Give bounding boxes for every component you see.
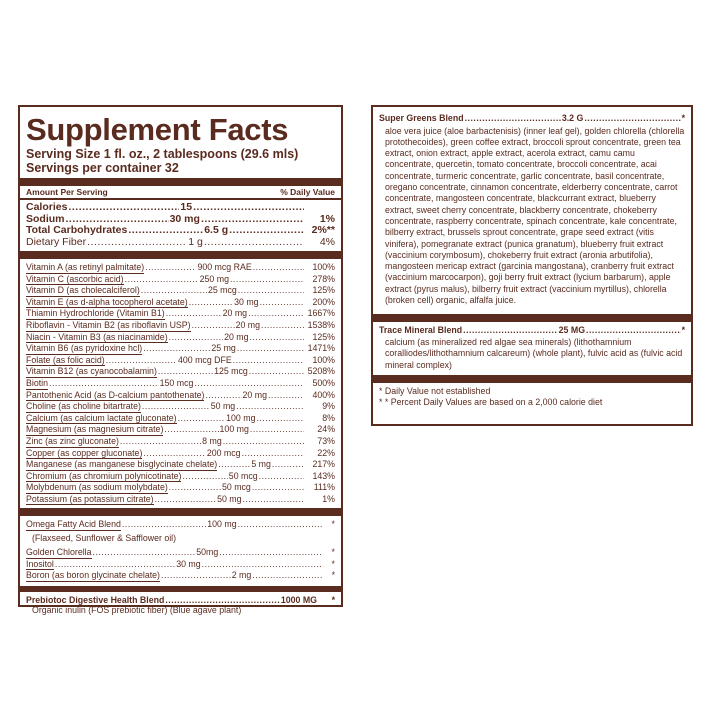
vitamin-mineral-row	[26, 390, 335, 402]
nutrient-name: Pantothenic Acid (as D-calcium pantothenate)	[26, 389, 205, 400]
dot-leader	[230, 274, 304, 285]
dot-leader	[155, 494, 216, 505]
dot-leader	[93, 547, 196, 558]
servings-per-container: Servings per container 32	[26, 161, 179, 175]
nutrient-name: Choline (as choline bitartrate)	[26, 401, 141, 412]
nutrient-amount: 250 mg	[199, 273, 229, 284]
macro-row	[26, 237, 335, 249]
vitamin-mineral-row	[26, 459, 335, 471]
daily-value-label: % Daily Value	[280, 187, 335, 197]
dot-leader	[161, 570, 231, 581]
vitamin-mineral-row	[26, 494, 335, 506]
nutrient-name: Total Carbohydrates	[26, 224, 128, 236]
supplement-facts-title: Supplement Facts	[26, 112, 289, 147]
nutrient-amount: 15	[180, 201, 193, 213]
dot-leader	[238, 519, 322, 530]
dot-leader	[250, 332, 304, 343]
dot-leader	[189, 297, 233, 308]
nutrient-amount: 50 mcg	[228, 470, 258, 481]
dot-leader	[125, 274, 199, 285]
daily-value-percent: 125%	[312, 285, 335, 296]
daily-value-percent: 111%	[313, 482, 335, 493]
dot-leader	[68, 202, 179, 214]
dot-leader	[143, 448, 205, 459]
dot-leader	[261, 320, 304, 331]
dot-leader	[218, 459, 250, 470]
nutrient-name: Biotin	[26, 377, 49, 388]
vitamin-mineral-row	[26, 413, 335, 425]
dot-leader	[238, 285, 304, 296]
macro-row	[26, 202, 335, 214]
dot-leader	[268, 390, 304, 401]
vitamin-mineral-row	[26, 378, 335, 390]
dot-leader	[256, 413, 304, 424]
vitamin-mineral-row	[26, 262, 335, 274]
dot-leader	[223, 436, 304, 447]
nutrient-name: Riboflavin - Vitamin B2 (as riboflavin USP)	[26, 319, 191, 330]
dot-leader	[169, 332, 223, 343]
daily-value-percent: 1667%	[307, 308, 335, 319]
super-greens-ingredients: aloe vera juice (aloe barbactenisis) (inner leaf gel), golden chlorella (chlorella protothecoides), green coffee extract, broccoli sprout concentrate, green tea extract, onion extract, apple extract, acerola extract, camu camu concentrate, quercetin, tomato concentrate, broccoli concentrate, acai concentrate, turmeric concentrate, garlic concentrate, basil concentrate, oregano concentrate, cinnamon concentrate, elderberry concentrate, carrot concentrate, mangosteen concentrate, blackcurrant extract, blueberry extract, sweet cherry concentrate, blackberry concentrate, chokeberry concentrate, raspberry concentrate, spinach concentrate, kale concentrate, bilberry extract, brussels sprout concentrate, grape seed extract (vitis vinifera), pomegranate extract (punica granatum), blueberry fruit extract (vaccinium corymbosum), chokeberry fruit extract (aronia arbutifolia), mangosteen mericap extract (garcinia mangostana), cranberry fruit extract (vaccinium marcocarpon), goji berry fruit extract (lycium barbarum), apple extract (pyrus malus), bilberry fruit extract (vaccinium myrtillus), chlorella (broken cell) organic, alfalfa juice.	[385, 125, 685, 306]
daily-value-percent: 100%	[312, 354, 335, 365]
nutrient-amount: 400 mcg DFE	[177, 354, 232, 365]
nutrient-amount: 25 mg	[211, 343, 236, 354]
prebiotic-blend-row: Prebiotoc Digestive Health Blend ..... 1000 MG *	[26, 595, 335, 606]
nutrient-name: Dietary Fiber	[26, 235, 87, 248]
divider	[20, 508, 341, 516]
daily-value-percent: 24%	[317, 424, 336, 435]
nutrient-amount: 5 mg	[251, 459, 271, 470]
dot-leader	[49, 378, 159, 389]
prebiotic-blend-ingredients: Organic inulin (FOS prebiotic fiber) (Blue agave plant)	[32, 605, 242, 616]
dot-leader	[248, 308, 304, 319]
nutrient-amount: 30 mg	[169, 212, 200, 225]
dot-leader	[87, 237, 187, 249]
nutrient-name: Vitamin B12 (as cyanocobalamin)	[26, 366, 157, 377]
nutrient-name: Omega Fatty Acid Blend	[26, 519, 121, 530]
dot-leader	[192, 320, 235, 331]
others-section	[26, 516, 335, 585]
blend-row	[26, 559, 335, 571]
vitamin-mineral-row	[26, 343, 335, 355]
nutrient-name: Boron (as boron glycinate chelate)	[26, 570, 160, 581]
divider	[20, 251, 341, 259]
dot-leader	[166, 308, 222, 319]
daily-value-percent: 200%	[312, 296, 335, 307]
nutrient-amount: 50mg	[196, 547, 219, 558]
vitamin-mineral-row	[26, 366, 335, 378]
nutrient-name: Potassium (as potassium citrate)	[26, 493, 154, 504]
daily-value-percent: 1%	[319, 212, 336, 225]
nutrient-name: Inositol	[26, 558, 54, 569]
nutrient-amount: 900 mcg RAE	[197, 262, 252, 272]
amount-header-row	[26, 186, 335, 198]
blend-row	[26, 519, 335, 531]
daily-value-percent: 1538%	[307, 319, 335, 330]
nutrient-amount: 125 mcg	[214, 366, 248, 377]
nutrient-name: Magnesium (as magnesium citrate)	[26, 424, 164, 435]
daily-value-percent: 8%	[322, 412, 335, 423]
nutrient-name: Vitamin A (as retinyl palmitate)	[26, 262, 145, 272]
macros-section	[26, 200, 335, 251]
nutrient-amount: 30 mg	[234, 296, 259, 307]
dot-leader	[252, 570, 322, 581]
nutrient-amount: 1 g	[188, 235, 203, 248]
nutrient-amount: 50 mg	[217, 493, 242, 504]
dot-leader	[182, 471, 227, 482]
divider	[373, 314, 691, 322]
dot-leader	[260, 297, 304, 308]
daily-value-percent: 22%	[317, 447, 335, 458]
nutrient-name: Molybdenum (as sodium molybdate)	[26, 482, 168, 493]
nutrient-name: Golden Chlorella	[26, 547, 92, 558]
dot-leader	[141, 285, 207, 296]
vitamins-section	[26, 259, 335, 508]
vitamin-mineral-row	[26, 448, 335, 460]
dot-leader	[145, 262, 196, 273]
vitamin-mineral-row	[26, 424, 335, 436]
serving-size: Serving Size 1 fl. oz., 2 tablespoons (29.6 mls)	[26, 147, 299, 161]
daily-value-percent: *	[331, 547, 335, 558]
nutrient-amount: 30 mg	[176, 558, 201, 569]
dot-leader	[259, 471, 304, 482]
nutrient-name: Copper (as copper gluconate)	[26, 447, 143, 458]
vitamin-mineral-row	[26, 274, 335, 286]
nutrient-name: Vitamin D (as cholecalciferol)	[26, 285, 140, 296]
dot-leader	[158, 366, 213, 377]
nutrient-name: Calcium (as calcium lactate gluconate)	[26, 412, 177, 423]
dot-leader	[249, 366, 304, 377]
amount-per-serving-label: Amount Per Serving	[26, 187, 108, 197]
dot-leader	[252, 482, 304, 493]
dot-leader	[243, 494, 304, 505]
dot-leader	[242, 448, 304, 459]
daily-value-percent: *	[331, 570, 335, 581]
dot-leader	[142, 401, 210, 412]
daily-value-percent: *	[331, 558, 335, 569]
vitamin-mineral-row	[26, 297, 335, 309]
daily-value-percent: 73%	[317, 435, 335, 446]
nutrient-amount: 100 mg	[219, 424, 249, 435]
vitamin-mineral-row	[26, 285, 335, 297]
nutrient-amount: 50 mcg	[221, 482, 251, 493]
daily-value-percent: 500%	[312, 377, 335, 388]
daily-value-percent: 4%	[319, 235, 335, 248]
daily-value-percent: 100%	[312, 262, 335, 272]
vitamin-mineral-row	[26, 332, 335, 344]
vitamin-mineral-row	[26, 308, 335, 320]
nutrient-amount: 8 mg	[202, 435, 222, 446]
nutrient-name: Zinc (as zinc gluconate)	[26, 435, 119, 446]
daily-value-percent: 1471%	[307, 343, 335, 354]
super-greens-row: Super Greens Blend ..... 3.2 G ..... *	[379, 113, 685, 124]
vitamin-mineral-row	[26, 436, 335, 448]
nutrient-name: Vitamin E (as d-alpha tocopherol acetate)	[26, 296, 188, 307]
vitamin-mineral-row	[26, 320, 335, 332]
dot-leader	[233, 355, 304, 366]
dot-leader	[202, 559, 322, 570]
nutrient-amount: 200 mcg	[206, 447, 241, 458]
dot-leader	[143, 343, 210, 354]
divider	[20, 178, 341, 186]
nutrient-name: Sodium	[26, 212, 65, 225]
dot-leader	[193, 202, 304, 214]
dot-leader	[164, 424, 218, 435]
dot-leader	[250, 424, 304, 435]
dot-leader	[204, 237, 304, 249]
daily-value-percent: 217%	[312, 459, 335, 470]
daily-value-percent: *	[331, 519, 335, 530]
nutrient-amount: 100 mg	[226, 412, 256, 423]
divider	[373, 375, 691, 383]
nutrient-name: Vitamin B6 (as pyridoxine hcl)	[26, 343, 143, 354]
nutrient-amount: 25 mcg	[207, 285, 237, 296]
dot-leader	[122, 519, 206, 530]
dot-leader	[219, 547, 322, 558]
dot-leader	[55, 559, 175, 570]
footnote-daily-value: * Daily Value not established	[379, 385, 491, 396]
trace-mineral-ingredients: calcium (as mineralized red algae sea minerals) (lithothamnium coralliodes/lithothamnium calcareum) (whole plant), fulvic acid as (fulvic acid mineral complex)	[385, 336, 683, 370]
daily-value-percent: 400%	[312, 389, 335, 400]
daily-value-percent: 125%	[312, 331, 335, 342]
daily-value-percent: 9%	[322, 401, 335, 412]
dot-leader	[120, 436, 201, 447]
dot-leader	[169, 482, 221, 493]
blend-row	[26, 547, 335, 559]
daily-value-percent: 1%	[322, 493, 335, 504]
vitamin-mineral-row	[26, 471, 335, 483]
dot-leader	[194, 378, 304, 389]
omega-blend-sources: (Flaxseed, Sunflower & Safflower oil)	[32, 533, 177, 544]
daily-value-percent: 5208%	[307, 366, 335, 377]
dot-leader	[229, 225, 304, 237]
dot-leader	[237, 343, 304, 354]
nutrient-amount: 20 mg	[224, 331, 249, 342]
nutrient-amount: 20 mg	[235, 319, 261, 330]
nutrient-amount: 6.5 g	[204, 224, 229, 236]
supplement-facts-left-panel	[18, 105, 343, 616]
dot-leader	[128, 225, 203, 237]
dot-leader	[253, 262, 304, 273]
nutrient-name: Chromium (as chromium polynicotinate)	[26, 470, 182, 481]
footnote-percent-daily-value: * * Percent Daily Values are based on a 2,000 calorie diet	[379, 397, 603, 408]
nutrient-amount: 50 mg	[210, 401, 236, 412]
daily-value-percent: 2%**	[311, 224, 335, 236]
macro-row	[26, 225, 335, 237]
nutrient-name: Calories	[26, 201, 68, 213]
blend-row	[26, 570, 335, 582]
trace-mineral-row: Trace Mineral Blend ..... 25 MG ..... *	[379, 325, 685, 336]
dot-leader	[205, 390, 241, 401]
nutrient-amount: 150 mcg	[159, 377, 194, 388]
nutrient-name: Vitamin C (ascorbic acid)	[26, 273, 124, 284]
dot-leader	[272, 459, 304, 470]
daily-value-percent: 278%	[312, 273, 335, 284]
nutrient-amount: 100 mg	[207, 519, 237, 530]
vitamin-mineral-row	[26, 401, 335, 413]
vitamin-mineral-row	[26, 482, 335, 494]
nutrient-name: Manganese (as manganese bisglycinate chelate)	[26, 459, 218, 470]
nutrient-name: Folate (as folic acid)	[26, 354, 105, 365]
daily-value-percent: 143%	[312, 470, 335, 481]
nutrient-name: Niacin - Vitamin B3 (as niacinamide)	[26, 331, 168, 342]
nutrient-name: Thiamin Hydrochloride (Vitamin B1)	[26, 308, 165, 319]
dot-leader	[236, 401, 304, 412]
nutrient-amount: 20 mg	[242, 389, 267, 400]
nutrient-amount: 20 mg	[222, 308, 248, 319]
nutrient-amount: 2 mg	[231, 570, 252, 581]
vitamin-mineral-row	[26, 355, 335, 367]
supplement-facts-right-panel	[371, 105, 693, 426]
dot-leader	[178, 413, 226, 424]
dot-leader	[106, 355, 177, 366]
